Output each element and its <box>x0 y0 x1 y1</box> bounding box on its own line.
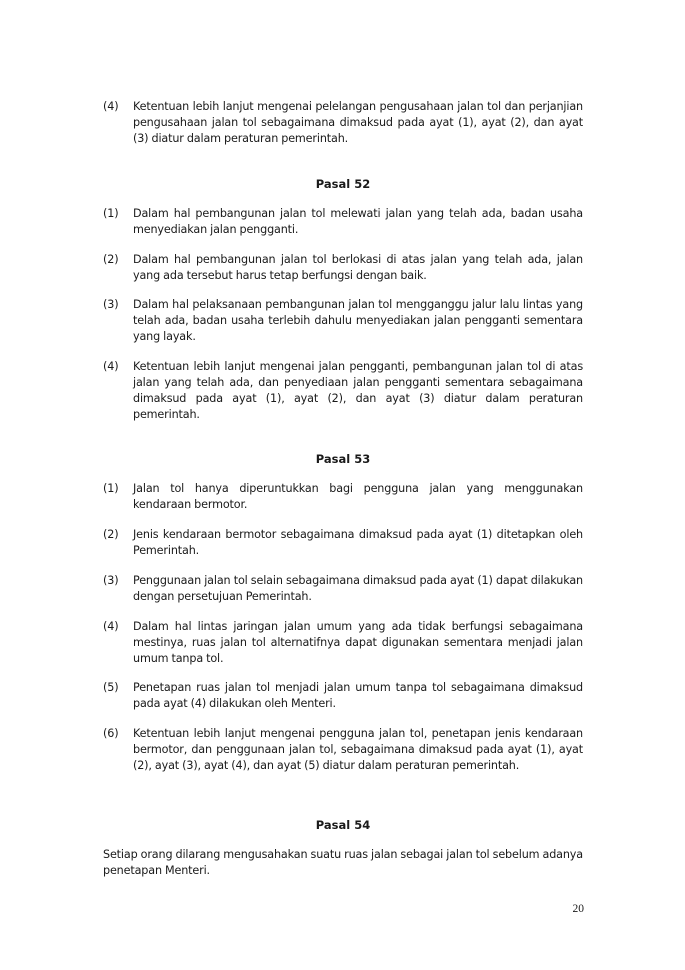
pasal-53-ayat-3 <box>103 573 583 605</box>
ayat-text: Dalam hal pembangunan jalan tol melewati jalan yang telah ada, badan usaha menyediakan jalan pengganti. <box>133 207 583 236</box>
ayat-number: (4) <box>103 360 119 373</box>
pasal-53-ayat-6 <box>103 726 583 774</box>
ayat-number: (3) <box>103 574 119 587</box>
ayat-number: (6) <box>103 727 119 740</box>
ayat-text: Ketentuan lebih lanjut mengenai jalan pengganti, pembangunan jalan tol di atas jalan yang telah ada, dan penyediaan jalan pengganti sementara sebagaimana dimaksud pada ayat (1), ayat (2), dan ayat (3) diatur dalam peraturan pemerintah. <box>133 360 583 421</box>
pasal-52-ayat-4 <box>103 359 583 423</box>
page-number: 20 <box>572 903 584 915</box>
ayat-number: (1) <box>103 482 119 495</box>
pasal-53-title: Pasal 53 <box>315 452 371 466</box>
pasal-53-ayat-2 <box>103 527 583 559</box>
ayat-number: (2) <box>103 253 119 266</box>
ayat-text: Dalam hal lintas jaringan jalan umum yang ada tidak berfungsi sebagaimana mestinya, ruas jalan tol alternatifnya dapat digunakan sementara menjadi jalan umum tanpa tol. <box>133 620 583 665</box>
ayat-number: (4) <box>103 100 119 113</box>
pasal-52-title: Pasal 52 <box>315 177 371 191</box>
ayat-text: Penggunaan jalan tol selain sebagaimana dimaksud pada ayat (1) dapat dilakukan dengan persetujuan Pemerintah. <box>133 574 583 603</box>
ayat-number: (5) <box>103 681 119 694</box>
ayat-text: Penetapan ruas jalan tol menjadi jalan umum tanpa tol sebagaimana dimaksud pada ayat (4) dilakukan oleh Menteri. <box>133 681 583 710</box>
ayat-number: (3) <box>103 298 119 311</box>
ayat-text: Ketentuan lebih lanjut mengenai pelelangan pengusahaan jalan tol dan perjanjian pengusahaan jalan tol sebagaimana dimaksud pada ayat (1), ayat (2), dan ayat (3) diatur dalam peraturan pemerintah. <box>133 100 583 145</box>
ayat-number: (4) <box>103 620 119 633</box>
pasal-52-ayat-2 <box>103 252 583 284</box>
pasal-51-ayat-4 <box>103 99 583 147</box>
pasal-53-ayat-1 <box>103 481 583 513</box>
ayat-number: (1) <box>103 207 119 220</box>
ayat-text: Jenis kendaraan bermotor sebagaimana dimaksud pada ayat (1) ditetapkan oleh Pemerintah. <box>133 528 583 557</box>
pasal-54-title: Pasal 54 <box>315 818 371 832</box>
ayat-text: Dalam hal pelaksanaan pembangunan jalan tol mengganggu jalur lalu lintas yang telah ada, badan usaha terlebih dahulu menyediakan jalan pengganti sementara yang layak. <box>133 298 583 343</box>
pasal-53-ayat-5 <box>103 680 583 712</box>
pasal-52-ayat-3 <box>103 297 583 345</box>
ayat-text: Dalam hal pembangunan jalan tol berlokasi di atas jalan yang telah ada, jalan yang ada tersebut harus tetap berfungsi dengan baik. <box>133 253 583 282</box>
pasal-54-paragraph: Setiap orang dilarang mengusahakan suatu ruas jalan sebagai jalan tol sebelum adanya penetapan Menteri. <box>103 848 583 877</box>
pasal-53-ayat-4 <box>103 619 583 667</box>
ayat-text: Jalan tol hanya diperuntukkan bagi pengguna jalan yang menggunakan kendaraan bermotor. <box>133 482 583 511</box>
ayat-number: (2) <box>103 528 119 541</box>
pasal-52-ayat-1 <box>103 206 583 238</box>
ayat-text: Ketentuan lebih lanjut mengenai pengguna jalan tol, penetapan jenis kendaraan bermotor, dan penggunaan jalan tol, sebagaimana dimaksud pada ayat (1), ayat (2), ayat (3), ayat (4), dan ayat (5) diatur dalam peraturan pemerintah. <box>133 727 583 772</box>
